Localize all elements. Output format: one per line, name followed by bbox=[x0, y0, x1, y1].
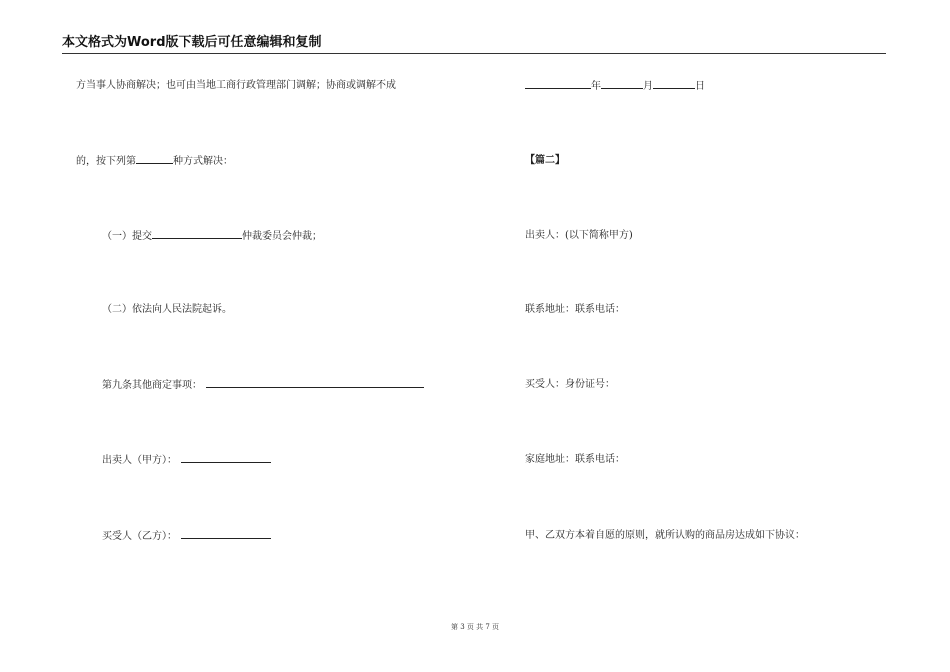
blank-day bbox=[653, 79, 695, 89]
right-buyer-contact: 家庭地址：联系电话： bbox=[525, 454, 625, 465]
blank-arbitration-committee bbox=[152, 229, 242, 239]
left-line-5 bbox=[102, 378, 424, 393]
blank-year bbox=[525, 79, 591, 89]
right-seller: 出卖人：(以下简称甲方) bbox=[525, 230, 633, 241]
left-line-2-post: 种方式解决： bbox=[173, 156, 233, 167]
page-header bbox=[62, 34, 886, 54]
left-line-6-pre: 出卖人（甲方）： bbox=[102, 455, 177, 466]
date-year-label: 年 bbox=[591, 81, 601, 92]
section-heading: 【篇二】 bbox=[525, 155, 565, 166]
page-number: 第 3 页 共 7 页 bbox=[450, 623, 500, 631]
left-line-3-post: 仲裁委员会仲裁； bbox=[242, 231, 322, 242]
right-seller-contact: 联系地址：联系电话： bbox=[525, 304, 625, 315]
left-line-2-pre: 的，按下列第 bbox=[76, 156, 136, 167]
blank-buyer-signature bbox=[181, 529, 271, 539]
blank-seller-signature bbox=[181, 453, 271, 463]
left-line-5-pre: 第九条其他商定事项： bbox=[102, 380, 202, 391]
left-line-4: （二）依法向人民法院起诉。 bbox=[102, 304, 232, 315]
left-line-3 bbox=[102, 229, 322, 244]
date-day-label: 日 bbox=[695, 81, 705, 92]
blank-method-number bbox=[136, 154, 173, 164]
blank-month bbox=[601, 79, 643, 89]
right-date-line bbox=[525, 79, 705, 94]
right-buyer: 买受人：身份证号： bbox=[525, 379, 615, 390]
left-line-2 bbox=[76, 154, 233, 169]
header-title: 本文格式为Word版下载后可任意编辑和复制 bbox=[62, 35, 322, 50]
left-line-7-pre: 买受人（乙方）： bbox=[102, 531, 177, 542]
left-line-3-pre: （一）提交 bbox=[102, 231, 152, 242]
left-line-6 bbox=[102, 453, 271, 468]
left-line-7 bbox=[102, 529, 271, 544]
blank-other-matters bbox=[206, 378, 424, 388]
right-agreement: 甲、乙双方本着自愿的原则，就所认购的商品房达成如下协议： bbox=[525, 530, 805, 541]
date-month-label: 月 bbox=[643, 81, 653, 92]
left-line-1: 方当事人协商解决；也可由当地工商行政管理部门调解；协商或调解不成 bbox=[76, 80, 396, 91]
